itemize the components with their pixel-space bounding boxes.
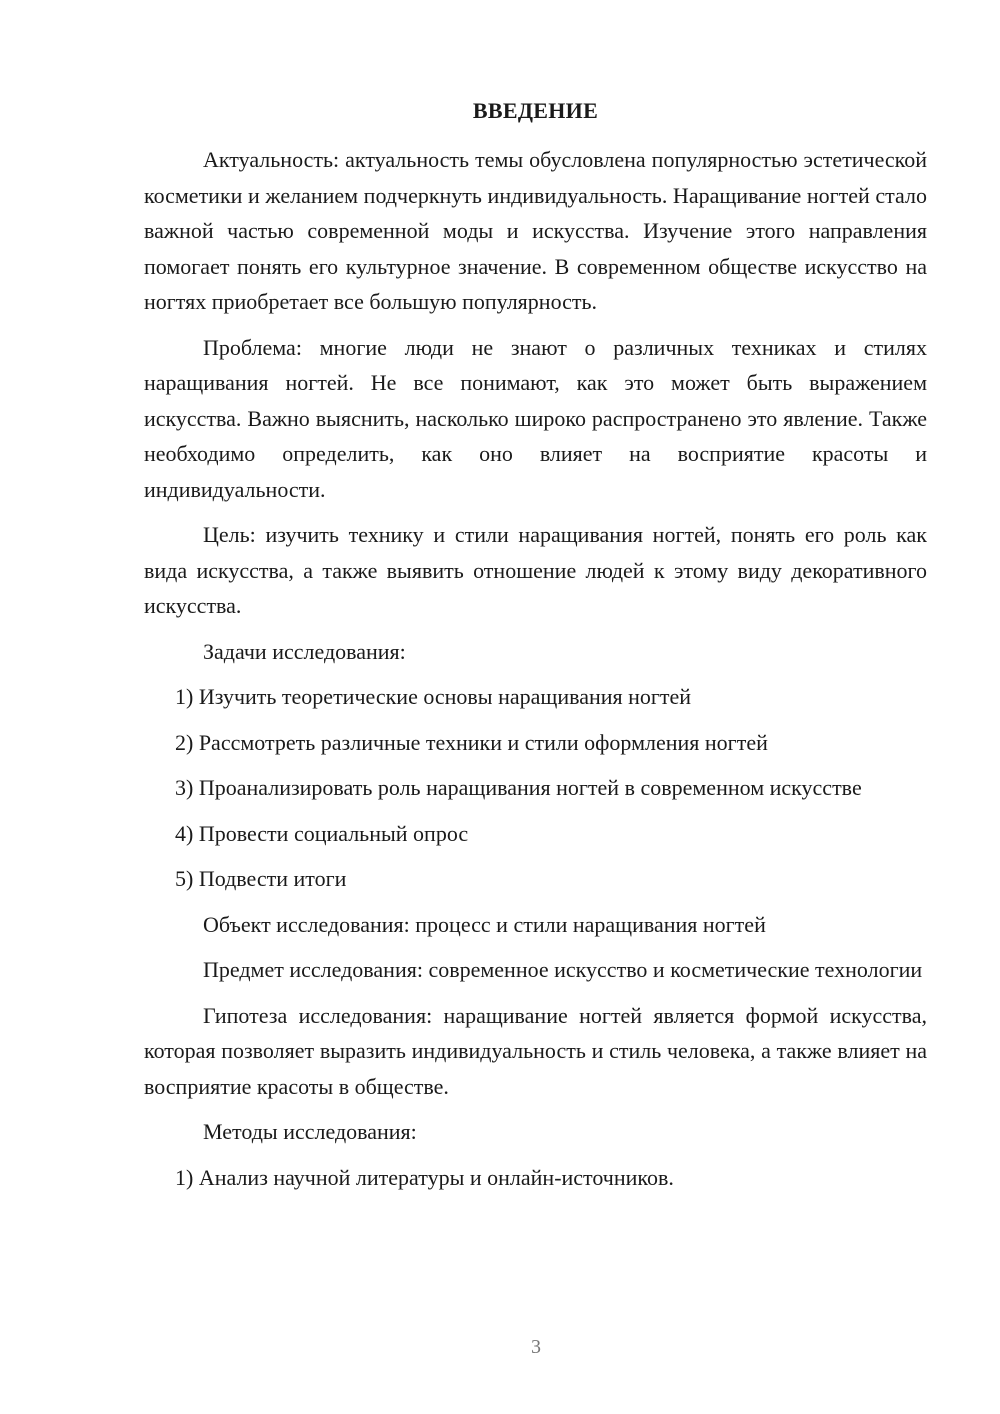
research-subject: Предмет исследования: современное искусство и косметические технологии [203,957,923,982]
task-item: 5) Подвести итоги [175,866,347,891]
task-item: 4) Провести социальный опрос [175,820,469,846]
task-item: 2) Рассмотреть различные техники и стили оформления ногтей [175,729,768,755]
task-item: 1) Изучить теоретические основы наращивания ногтей [175,684,692,709]
tasks-heading: Задачи исследования: [203,638,406,664]
page-title: ВВЕДЕНИЕ [472,98,599,123]
research-object: Объект исследования: процесс и стили наращивания ногтей [203,911,766,937]
page-number: 3 [531,1336,541,1358]
paragraph-relevance: Актуальность: актуальность темы обусловлена популярностью эстетической косметики и желанием подчеркнуть индивидуальность. Наращивание ногтей стало важной частью современной моды и искусства. Изучение этого направления помогает понять его культурное значение. В современном обществе искусство на ногтях приобретает все большую популярность. [144,147,927,314]
task-item: 3) Проанализировать роль наращивания ногтей в современном искусстве [175,775,862,800]
method-item: 1) Анализ научной литературы и онлайн-источников. [175,1164,674,1190]
paragraph-goal: Цель: изучить технику и стили наращивания ногтей, понять его роль как вида искусства, а также выявить отношение людей к этому виду декоративного искусства. [144,522,927,618]
research-hypothesis: Гипотеза исследования: наращивание ногтей является формой искусства, которая позволяет выразить индивидуальность и стиль человека, а также влияет на восприятие красоты в обществе. [144,1002,927,1099]
paragraph-problem: Проблема: многие люди не знают о различных техниках и стилях наращивания ногтей. Не все понимают, как это может быть выражением искусства. Важно выяснить, насколько широко распространено это явление. Также необходимо определить, как оно влияет на восприятие красоты и индивидуальности. [144,334,927,502]
methods-heading: Методы исследования: [203,1119,417,1144]
document-body [144,142,927,1205]
